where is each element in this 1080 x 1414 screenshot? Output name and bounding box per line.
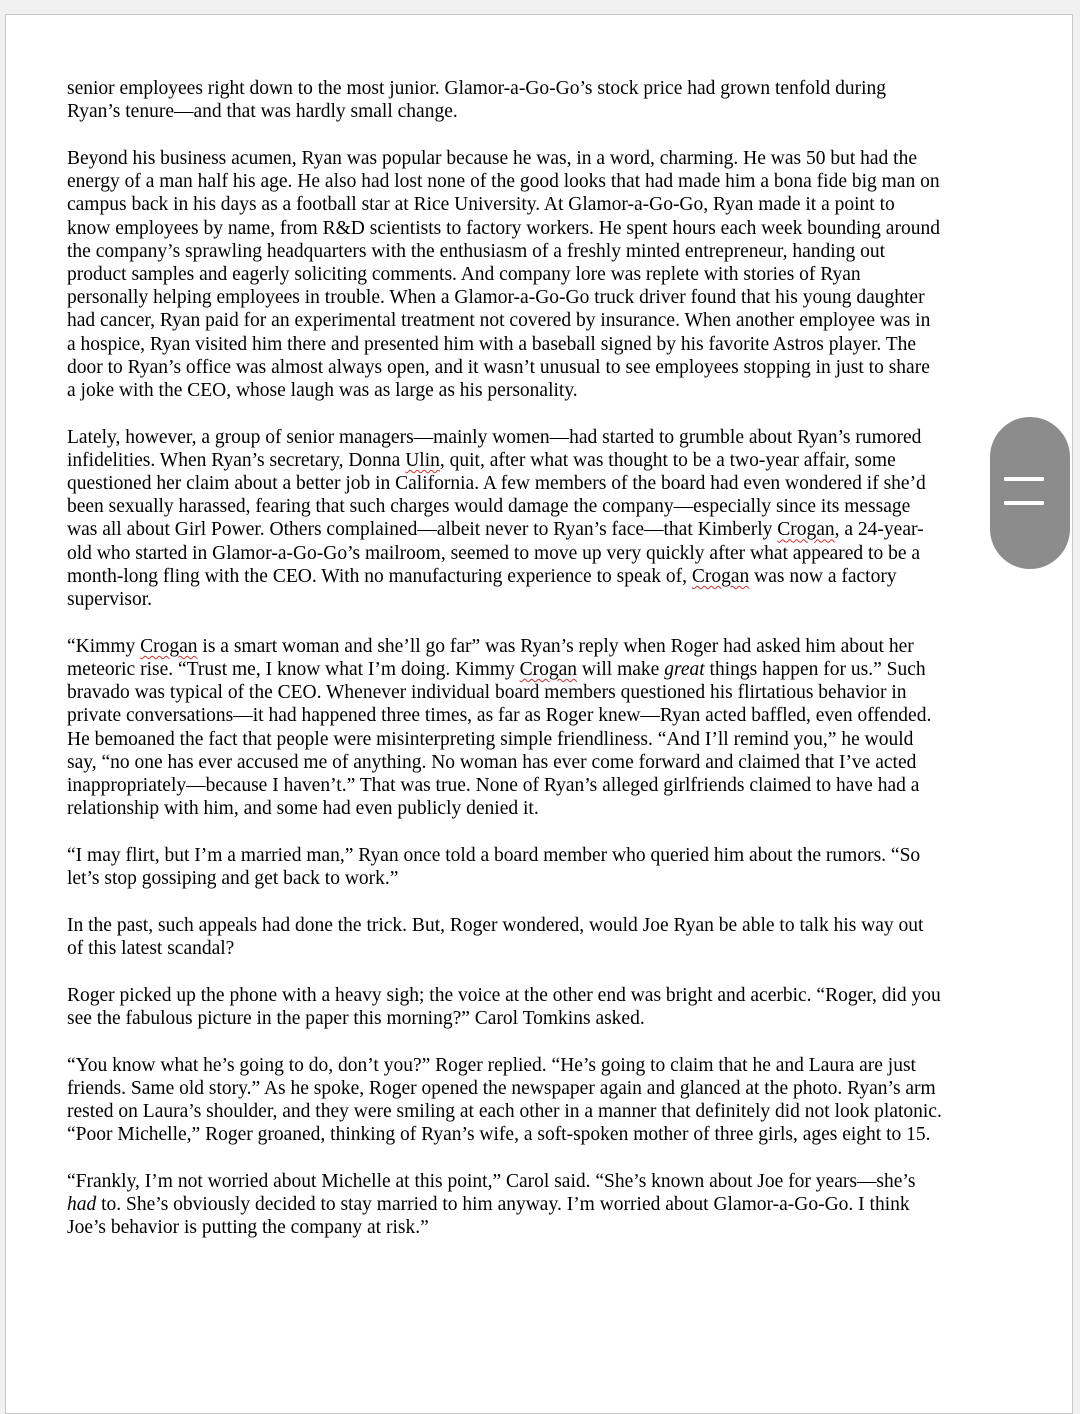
drag-handle-icon xyxy=(1004,477,1044,481)
text-run: is a smart woman and she’ll go far” was Ryan’s reply when Roger had asked him about her meteoric rise. “Trust me, I know what I’m doing. Kimmy xyxy=(67,635,914,680)
paragraph xyxy=(67,1054,1027,1147)
paragraph xyxy=(67,635,1027,821)
italic-text: great xyxy=(664,658,705,680)
spellcheck-flagged-word[interactable]: Crogan xyxy=(140,635,198,657)
text-run: Beyond his business acumen, Ryan was popular because he was, in a word, charming. He was 50 but had the energy of a man half his age. He also had lost none of the good looks that had made him a bona fide big man on campus back in his days as a football star at Rice University. At Glamor-a-Go-Go, Ryan made it a point to know employees by name, from R&D scientists to factory workers. He spent hours each week bounding around the company’s sprawling headquarters with the enthusiasm of a freshly minted entrepreneur, handing out product samples and eagerly soliciting comments. And company lore was replete with stories of Ryan personally helping employees in trouble. When a Glamor-a-Go-Go truck driver found that his young daughter had cancer, Ryan paid for an experimental treatment not covered by insurance. When another employee was in a hospice, Ryan visited him there and presented him with a baseball signed by his favorite Astros player. The door to Ryan’s office was almost always open, and it wasn’t unusual to see employees stopping in just to share a joke with the CEO, whose laugh was as large as his personality. xyxy=(67,147,940,401)
spellcheck-flagged-word[interactable]: Ulin xyxy=(405,449,440,471)
text-run: “Kimmy xyxy=(67,635,141,657)
text-run: , a 24-year- old who started in Glamor-a-Go-Go’s mailroom, seemed to move up very quickly after what appeared to be a month-long fling with the CEO. With no manufacturing experience to speak of, xyxy=(67,519,924,587)
text-run: “You know what he’s going to do, don’t you?” Roger replied. “He’s going to claim that he and Laura are just friends. Same old story.” As he spoke, Roger opened the newspaper again and glanced at the photo. Ryan’s arm rested on Laura’s shoulder, and they were smiling at each other in a manner that definitely did not look platonic. “Poor Michelle,” Roger groaned, thinking of Ryan’s wife, a soft-spoken mother of three girls, ages eight to 15. xyxy=(67,1054,942,1146)
text-run: “Frankly, I’m not worried about Michelle at this point,” Carol said. “She’s known about Joe for years—she’s xyxy=(67,1170,916,1192)
paragraph xyxy=(67,844,1027,890)
text-run: Roger picked up the phone with a heavy sigh; the voice at the other end was bright and acerbic. “Roger, did you see the fabulous picture in the paper this morning?” Carol Tomkins asked. xyxy=(67,984,941,1029)
paragraph xyxy=(67,914,1027,960)
scroll-drag-handle[interactable] xyxy=(990,417,1070,569)
drag-handle-icon-line xyxy=(1004,501,1044,505)
text-run: will make xyxy=(577,658,665,680)
text-run: In the past, such appeals had done the trick. But, Roger wondered, would Joe Ryan be able to talk his way out of this latest scandal? xyxy=(67,914,924,959)
text-run: Lately, however, a group of senior managers—mainly women—had started to grumble about Ryan’s rumored infidelities. When Ryan’s secretary, Donna xyxy=(67,426,922,471)
spellcheck-flagged-word[interactable]: Crogan xyxy=(691,565,750,587)
italic-text: had xyxy=(67,1194,97,1216)
paragraph xyxy=(67,1170,1027,1240)
text-run: things happen for us.” Such bravado was typical of the CEO. Whenever individual board members questioned his flirtatious behavior in private conversations—it had happened three times, as far as Roger knew—Ryan acted baffled, even offended. He bemoaned the fact that people were misinterpreting simple friendliness. “And I’ll remind you,” he would say, “no one has ever accused me of anything. No woman has ever come forward and claimed that I’ve acted inappropriately—because I haven’t.” That was true. None of Ryan’s alleged girlfriends claimed to have had a relationship with him, and some had even publicly denied it. xyxy=(67,658,932,820)
document-body xyxy=(67,77,1027,1263)
spellcheck-flagged-word[interactable]: Crogan xyxy=(777,519,835,541)
paragraph xyxy=(67,77,1027,123)
text-run: to. She’s obviously decided to stay married to him anyway. I’m worried about Glamor-a-Go-Go. I think Joe’s behavior is putting the company at risk.” xyxy=(67,1194,910,1239)
text-run: senior employees right down to the most junior. Glamor-a-Go-Go’s stock price had grown tenfold during Ryan’s tenure—and that was hardly small change. xyxy=(67,78,886,123)
text-run: “I may flirt, but I’m a married man,” Ryan once told a board member who queried him about the rumors. “So let’s stop gossiping and get back to work.” xyxy=(67,844,921,890)
text-run: was now a factory supervisor. xyxy=(67,565,897,611)
paragraph xyxy=(67,984,1027,1030)
text-run: , quit, after what was thought to be a two-year affair, some questioned her claim about a better job in California. A few members of the board had even wondered if she’d been sexually harassed, fearing that such charges would damage the company—especially since its message was all about Girl Power. Others complained—albeit never to Ryan’s face—that Kimberly xyxy=(67,449,926,541)
paragraph xyxy=(67,147,1027,402)
spellcheck-flagged-word[interactable]: Crogan xyxy=(519,658,577,680)
paragraph xyxy=(67,426,1027,612)
document-page xyxy=(5,14,1073,1414)
